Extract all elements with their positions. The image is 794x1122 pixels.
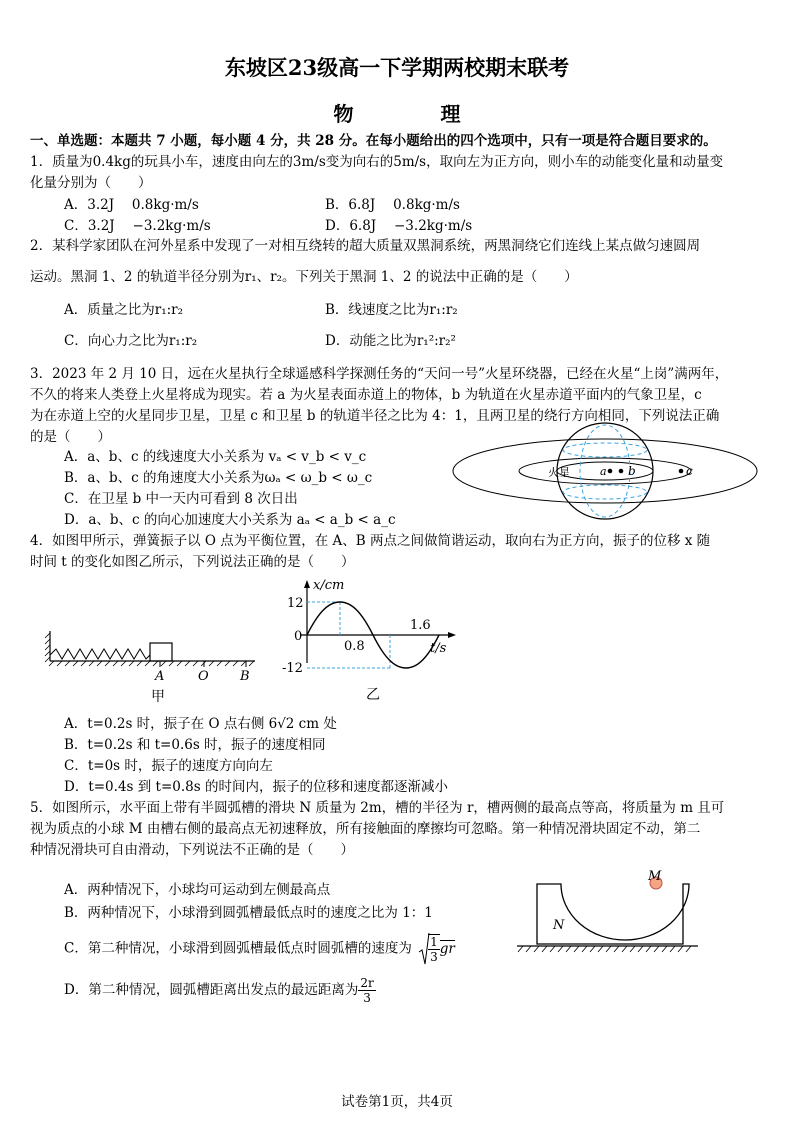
q3-option-c: C．在卫星 b 中一天内可看到 8 次日出 [64, 491, 298, 507]
q4-label-o: O [198, 669, 209, 684]
exam-title: 东坡区23级高一下学期两校期末联考 [224, 55, 570, 80]
q5-option-d [64, 976, 376, 1005]
q2-option-b: B．线速度之比为r₁:r₂ [325, 302, 458, 318]
q3-stem-line3: 为在赤道上空的火星同步卫星，卫星 c 和卫星 b 的轨道半径之比为 4：1，且两卫星的绕行方向相同，下列说法正确 [30, 408, 720, 424]
section-header: 一、单选题：本题共 7 小题，每小题 4 分，共 28 分。在每小题给出的四个选项中，只有一项是符合题目要求的。 [30, 133, 717, 149]
q5-fraction-d [358, 976, 375, 1005]
q5-option-c-tail: gr [439, 941, 455, 957]
q1-option-b: B．6.8J 0.8kg·m/s [325, 197, 460, 213]
q5-stem-line3: 种情况滑块可自由滑动，下列说法不正确的是（ ） [30, 842, 354, 858]
q2-stem-line2: 运动。黑洞 1、2 的轨道半径分别为r₁、r₂。下列关于黑洞 1、2 的说法中正确的是（ ） [30, 269, 578, 285]
q3-stem-line4: 的是（ ） [30, 429, 111, 445]
q3-option-d: D．a、b、c 的向心加速度大小关系为 aₐ < a_b < a_c [64, 512, 396, 528]
q3-point-a [608, 469, 613, 474]
q4-y-label: x/cm [313, 578, 345, 593]
q5-stem-line1: 5．如图所示，水平面上带有半圆弧槽的滑块 N 质量为 2m，槽的半径为 r，槽两侧的最高点等高，将质量为 m 且可 [30, 800, 725, 816]
q3-orbit-figure [450, 420, 780, 525]
q4-stem-line1: 4．如图甲所示，弹簧振子以 O 点为平衡位置，在 A、B 两点之间做简谐运动，取向右为正方向，振子的位移 x 随 [30, 533, 711, 549]
q5-option-d-text: D．第二种情况，圆弧槽距离出发点的最远距离为 [64, 982, 359, 998]
q5-fraction-c-num: 1 [430, 935, 438, 949]
q4-spring-figure [40, 625, 270, 710]
q5-option-c [64, 932, 455, 966]
q4-label-b: B [240, 669, 250, 684]
q3-option-a: A．a、b、c 的线速度大小关系为 vₐ < v_b < v_c [64, 449, 367, 465]
q3-label-b: b [628, 464, 636, 478]
q5-stem-line2: 视为质点的小球 M 由槽右侧的最高点无初速释放，所有接触面的摩擦均可忽略。第一种情况滑块固定不动，第二 [30, 821, 701, 837]
q5-fraction-c-den: 3 [430, 950, 438, 964]
q3-stem-line1: 3．2023 年 2 月 10 日，远在火星执行全球遥感科学探测任务的“天问一号”火星环绕器，已经在火星“上岗”满两年， [30, 366, 729, 382]
q5-groove-figure [515, 868, 700, 958]
q2-stem-line1: 2．某科学家团队在河外星系中发现了一对相互绕转的超大质量双黑洞系统，两黑洞绕它们连线上某点做匀速圆周 [30, 238, 701, 254]
q4-tick-0: 0 [294, 629, 303, 644]
q3-stem-line2: 不久的将来人类登上火星将成为现实。若 a 为火星表面赤道上的物体，b 为轨道在火星赤道平面内的气象卫星，c [30, 387, 702, 403]
q5-label-m: M [648, 869, 662, 884]
q1-stem-line2: 化量分别为（ ） [30, 175, 152, 191]
q1-option-a: A．3.2J 0.8kg·m/s [64, 197, 199, 213]
q2-option-d: D．动能之比为r₁²:r₂² [325, 333, 456, 349]
q5-block-n [537, 884, 689, 944]
q4-tick-neg12: -12 [282, 661, 303, 676]
q3-option-b: B．a、b、c 的角速度大小关系为ωₐ < ω_b < ω_c [64, 470, 373, 486]
q4-caption-yi: 乙 [366, 687, 380, 703]
q3-planet-label: 火星 [548, 466, 570, 479]
q3-point-b [619, 469, 624, 474]
q2-option-c: C．向心力之比为r₁:r₂ [64, 333, 198, 349]
q1-stem-line1: 1．质量为0.4kg的玩具小车，速度由向左的3m/s变为向右的5m/s，取向左为正方向，则小车的动能变化量和动量变 [30, 154, 724, 170]
q4-x-label: t/s [430, 641, 447, 656]
q4-tick-0-8: 0.8 [344, 639, 365, 654]
q2-option-a: A．质量之比为r₁:r₂ [64, 302, 184, 318]
q5-option-a: A．两种情况下，小球均可运动到左侧最高点 [64, 882, 331, 898]
q4-oscillator-block [150, 643, 172, 661]
q5-option-c-text: C．第二种情况，小球滑到圆弧槽最低点时圆弧槽的速度为 [64, 940, 412, 957]
q5-fraction-d-den: 3 [363, 991, 371, 1005]
q3-label-a: a [600, 465, 607, 478]
q5-label-n: N [553, 918, 565, 933]
q4-xt-graph [280, 575, 470, 710]
exam-subject: 物 理 [333, 102, 501, 126]
q1-option-d: D．6.8J −3.2kg·m/s [325, 218, 473, 234]
q4-option-c: C．t=0s 时，振子的速度方向向左 [64, 758, 273, 774]
q4-tick-12: 12 [287, 596, 304, 611]
q5-fraction-d-num: 2r [360, 976, 374, 990]
q4-tick-1-6: 1.6 [410, 618, 431, 633]
q3-point-c [679, 469, 684, 474]
q1-option-c: C．3.2J −3.2kg·m/s [64, 218, 211, 234]
q4-stem-line2: 时间 t 的变化如图乙所示，下列说法正确的是（ ） [30, 554, 355, 570]
q4-caption-jia: 甲 [151, 689, 165, 705]
page-footer: 试卷第1页，共4页 [341, 1094, 453, 1110]
q5-option-b: B．两种情况下，小球滑到圆弧槽最低点时的速度之比为 1：1 [64, 905, 433, 921]
q5-fraction-c [428, 934, 440, 964]
q3-label-c: c [686, 464, 693, 478]
q4-option-b: B．t=0.2s 和 t=0.6s 时，振子的速度相同 [64, 737, 326, 753]
q4-label-a: A [155, 669, 165, 684]
q4-spring [50, 649, 150, 659]
q4-option-a: A．t=0.2s 时，振子在 O 点右侧 6√2 cm 处 [64, 716, 337, 732]
q4-option-d: D．t=0.4s 到 t=0.8s 的时间内，振子的位移和速度都逐渐减小 [64, 779, 448, 795]
